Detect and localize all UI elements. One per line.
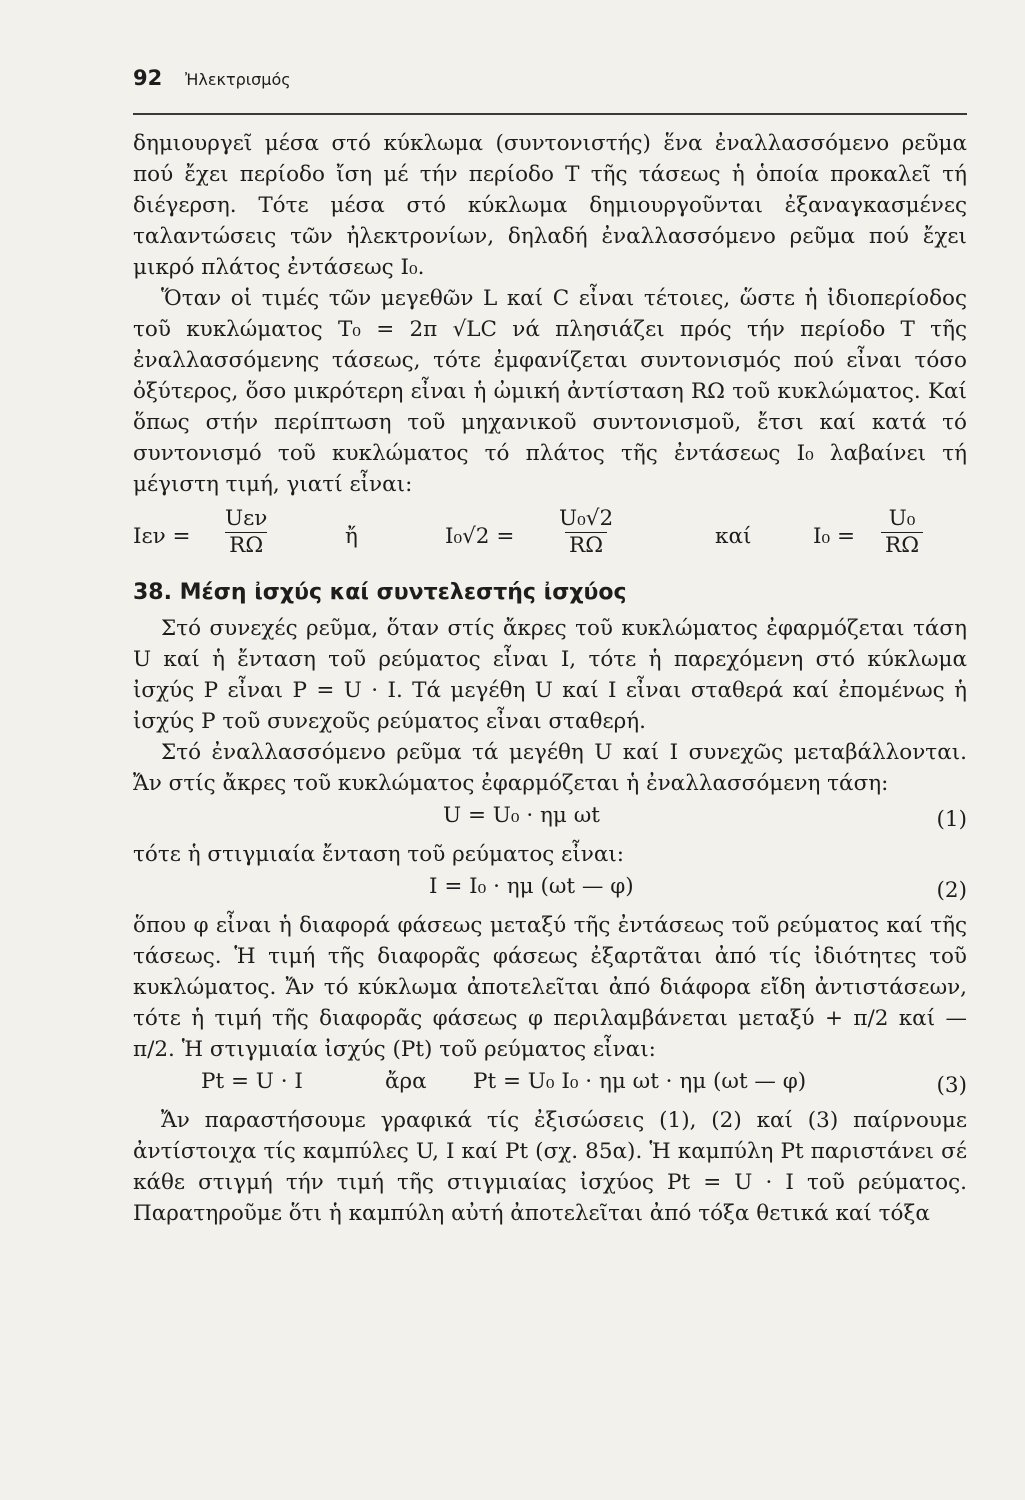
paragraph-6: ὅπου φ εἶναι ἡ διαφορά φάσεως μεταξύ τῆς ἐντάσεως τοῦ ρεύματος καί τῆς τάσεως. Ἡ τιμή τῆς διαφορᾶς φάσεως ἐξαρτᾶται ἀπό τίς ἰδιότητες τοῦ κυκλώματος. Ἄν τό κύκλωμα ἀποτελεῖται ἀπό διάφορα εἴδη ἀντιστάσεων, τότε ἡ τιμή τῆς διαφορᾶς φάσεως φ περιλαμβάνεται μεταξύ + π/2 καί — π/2. Ἡ στιγμιαία ἰσχύς (Pt) τοῦ ρεύματος εἶναι: xyxy=(133,913,967,1062)
running-title: Ἠλεκτρισμός xyxy=(185,70,291,89)
eq-num-2: U₀√2 xyxy=(559,506,614,531)
eq-lhs-2: I₀√2 = xyxy=(445,524,515,549)
paragraph-1: δημιουργεῖ μέσα στό κύκλωμα (συντονιστής) ἕνα ἐναλλασσόμενο ρεῦμα πού ἔχει περίοδο ἴση μέ τήν περίοδο T τῆς τάσεως ἡ ὁποία προκαλεῖ τή διέγερση. Τότε μέσα στό κύκλωμα δημιουργοῦνται ἐξαναγκασμένες ταλαντώσεις τῶν ἠλεκτρονίων, δηλαδή ἐναλλασσόμενο ρεῦμα πού ἔχει μικρό πλάτος ἐντάσεως I₀. xyxy=(133,131,967,280)
formula-3-left: Pt = U · I xyxy=(201,1069,303,1094)
eq-or: ἤ xyxy=(345,524,358,549)
eq-num-3: U₀ xyxy=(888,506,916,531)
section-title: 38. Μέση ἰσχύς καί συντελεστής ἰσχύος xyxy=(133,580,627,605)
eq-den-2: RΩ xyxy=(565,532,607,559)
formula-3-mid: ἄρα xyxy=(385,1069,427,1094)
formula-1 xyxy=(133,799,967,839)
paragraph-2: Ὅταν οἱ τιμές τῶν μεγεθῶν L καί C εἶναι τέτοιες, ὥστε ἡ ἰδιοπερίοδος τοῦ κυκλώματος T₀ = 2π √LC νά πλησιάζει πρός τήν περίοδο T τῆς ἐναλλασσόμενης τάσεως, τότε ἐμφανίζεται συντονισμός πού εἶναι τόσο ὀξύτερος, ὅσο μικρότερη εἶναι ἡ ὠμική ἀντίσταση RΩ τοῦ κυκλώματος. Καί ὅπως στήν περίπτωση τοῦ μηχανικοῦ συντονισμοῦ, ἔτσι καί κατά τό συντονισμό τοῦ κυκλώματος τό πλάτος τῆς ἐντάσεως I₀ λαβαίνει τή μέγιστη τιμή, γιατί εἶναι: xyxy=(133,286,967,497)
formula-2-number: (2) xyxy=(936,878,967,903)
page-body xyxy=(133,128,967,1229)
header-rule xyxy=(133,113,967,115)
formula-3-right: Pt = U₀ I₀ · ημ ωt · ημ (ωt — φ) xyxy=(473,1069,807,1094)
formula-2-expr: I = I₀ · ημ (ωt — φ) xyxy=(429,874,634,899)
eq-num-1: Uεν xyxy=(225,506,268,531)
eq-fraction-3 xyxy=(881,506,923,559)
eq-fraction-2 xyxy=(555,506,617,559)
paragraph-7: Ἄν παραστήσουμε γραφικά τίς ἐξισώσεις (1), (2) καί (3) παίρνουμε ἀντίστοιχα τίς καμπύλες U, I καί Pt (σχ. 85α). Ἡ καμπύλη Pt παριστάνει σέ κάθε στιγμή τήν τιμή τῆς στιγμιαίας ἰσχύος Pt = U · I τοῦ ρεύματος. Παρατηροῦμε ὅτι ἡ καμπύλη αὐτή ἀποτελεῖται ἀπό τόξα θετικά καί τόξα xyxy=(133,1108,967,1226)
formula-2 xyxy=(133,870,967,910)
resonance-equations xyxy=(133,506,967,570)
paragraph-4: Στό ἐναλλασσόμενο ρεῦμα τά μεγέθη U καί I συνεχῶς μεταβάλλονται. Ἄν στίς ἄκρες τοῦ κυκλώματος ἐφαρμόζεται ἡ ἐναλλασσόμενη τάση: xyxy=(133,740,967,796)
eq-lhs-3: I₀ = xyxy=(813,524,855,549)
formula-3 xyxy=(133,1065,967,1105)
eq-den-3: RΩ xyxy=(881,532,923,559)
paragraph-5: τότε ἡ στιγμιαία ἔνταση τοῦ ρεύματος εἶναι: xyxy=(133,842,625,867)
formula-1-number: (1) xyxy=(936,807,967,832)
eq-and: καί xyxy=(715,524,752,549)
eq-den-1: RΩ xyxy=(225,532,267,559)
page-header xyxy=(133,66,963,106)
formula-3-number: (3) xyxy=(936,1073,967,1098)
page-number: 92 xyxy=(133,66,163,90)
eq-lhs-1: Iεν = xyxy=(133,524,191,549)
formula-1-expr: U = U₀ · ημ ωt xyxy=(443,803,600,828)
paragraph-3: Στό συνεχές ρεῦμα, ὅταν στίς ἄκρες τοῦ κυκλώματος ἐφαρμόζεται τάση U καί ἡ ἔνταση τοῦ ρεύματος εἶναι I, τότε ἡ παρεχόμενη στό κύκλωμα ἰσχύς P εἶναι P = U · I. Τά μεγέθη U καί I εἶναι σταθερά καί ἐπομένως ἡ ἰσχύς P τοῦ συνεχοῦς ρεύματος εἶναι σταθερή. xyxy=(133,616,967,734)
eq-fraction-1 xyxy=(221,506,271,559)
